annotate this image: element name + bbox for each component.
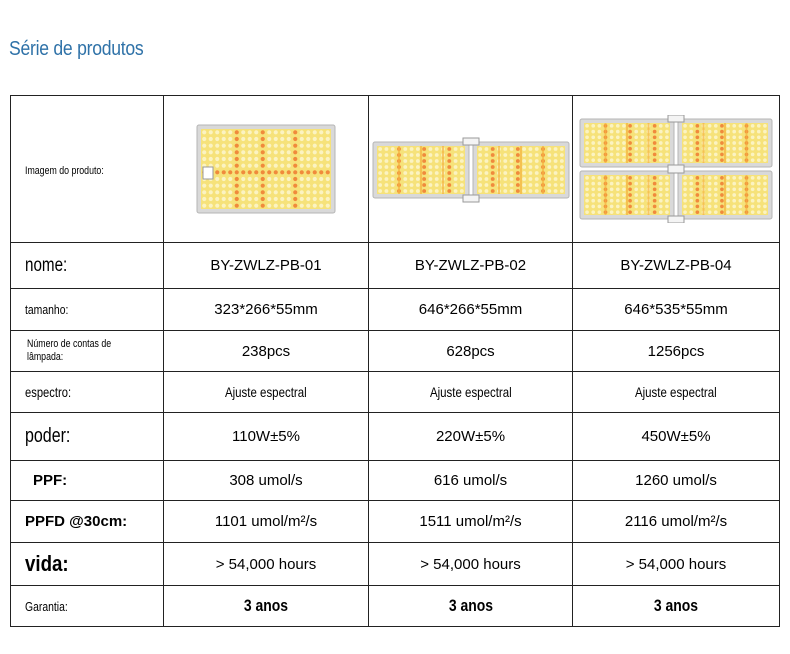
cell-garantia-pb-01: 3 anos (164, 586, 369, 627)
image-row (11, 96, 780, 243)
row-label-espectro: espectro: (11, 372, 164, 413)
row-label-image: Imagem do produto: (11, 96, 164, 243)
cell-vida-pb-01: > 54,000 hours (164, 543, 369, 586)
cell-garantia-pb-04: 3 anos (573, 586, 780, 627)
row-label-lamp-beads: Número de contas de lâmpada: (11, 331, 164, 372)
cell-tamanho-pb-04: 646*535*55mm (573, 289, 780, 331)
cell-ppfd-pb-04: 2116 umol/m²/s (573, 501, 780, 543)
led-panel-pb-02-image (371, 134, 571, 204)
cell-tamanho-pb-01: 323*266*55mm (164, 289, 369, 331)
product-image-pb-02 (369, 96, 573, 243)
cell-ppf-pb-01: 308 umol/s (164, 461, 369, 501)
cell-garantia-pb-02: 3 anos (369, 586, 573, 627)
cell-ppf-pb-04: 1260 umol/s (573, 461, 780, 501)
cell-nome-pb-04: BY-ZWLZ-PB-04 (573, 243, 780, 289)
row-lamp-beads (11, 331, 780, 372)
cell-nome-pb-01: BY-ZWLZ-PB-01 (164, 243, 369, 289)
row-label-ppfd: PPFD @30cm: (11, 501, 164, 543)
product-image-pb-04 (573, 96, 780, 243)
row-garantia (11, 586, 780, 627)
cell-espectro-pb-01: Ajuste espectral (164, 372, 369, 413)
product-image-pb-01 (164, 96, 369, 243)
row-poder (11, 413, 780, 461)
cell-poder-pb-01: 110W±5% (164, 413, 369, 461)
row-label-ppf: PPF: (11, 461, 164, 501)
row-ppfd (11, 501, 780, 543)
cell-nome-pb-02: BY-ZWLZ-PB-02 (369, 243, 573, 289)
cell-lamp-beads-pb-01: 238pcs (164, 331, 369, 372)
product-spec-table (10, 95, 780, 627)
cell-tamanho-pb-02: 646*266*55mm (369, 289, 573, 331)
row-label-garantia: Garantia: (11, 586, 164, 627)
page-title: Série de produtos (9, 38, 144, 60)
row-label-vida: vida: (11, 543, 164, 586)
row-ppf (11, 461, 780, 501)
row-label-poder: poder: (11, 413, 164, 461)
cell-lamp-beads-pb-04: 1256pcs (573, 331, 780, 372)
cell-vida-pb-04: > 54,000 hours (573, 543, 780, 586)
led-panel-pb-04-image (578, 115, 774, 223)
cell-espectro-pb-04: Ajuste espectral (573, 372, 780, 413)
cell-ppfd-pb-01: 1101 umol/m²/s (164, 501, 369, 543)
row-label-tamanho: tamanho: (11, 289, 164, 331)
cell-vida-pb-02: > 54,000 hours (369, 543, 573, 586)
cell-ppf-pb-02: 616 umol/s (369, 461, 573, 501)
cell-ppfd-pb-02: 1511 umol/m²/s (369, 501, 573, 543)
row-espectro (11, 372, 780, 413)
cell-poder-pb-04: 450W±5% (573, 413, 780, 461)
cell-espectro-pb-02: Ajuste espectral (369, 372, 573, 413)
cell-poder-pb-02: 220W±5% (369, 413, 573, 461)
row-tamanho (11, 289, 780, 331)
row-vida (11, 543, 780, 586)
led-panel-pb-01-image (195, 123, 337, 215)
cell-lamp-beads-pb-02: 628pcs (369, 331, 573, 372)
row-label-nome: nome: (11, 243, 164, 289)
row-nome (11, 243, 780, 289)
